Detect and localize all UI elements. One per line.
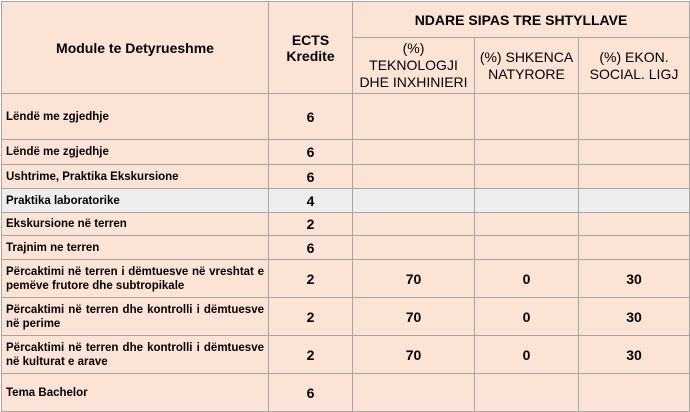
modules-table	[1, 1, 690, 412]
ects-value: 2	[269, 213, 353, 236]
natural-value: 0	[475, 260, 579, 298]
ects-value: 4	[269, 189, 353, 213]
econ-value: 30	[579, 260, 690, 298]
module-column-header: Module te Detyrueshme	[2, 2, 269, 94]
table-row	[2, 213, 690, 236]
natural-value	[475, 213, 579, 236]
natural-value	[475, 94, 579, 140]
ects-header-line2: Kredite	[286, 47, 335, 64]
module-name: Praktika laboratorike	[2, 189, 269, 213]
tech-value	[353, 213, 475, 236]
tech-value: 70	[353, 298, 475, 336]
table-row	[2, 236, 690, 260]
econ-value: 30	[579, 298, 690, 336]
econ-value: 30	[579, 336, 690, 374]
econ-column-header: (%) EKON. SOCIAL. LIGJ	[579, 38, 690, 94]
econ-value	[579, 140, 690, 165]
ects-value: 6	[269, 140, 353, 165]
natural-value	[475, 140, 579, 165]
ects-value: 2	[269, 298, 353, 336]
module-name: Lëndë me zgjedhje	[2, 140, 269, 165]
econ-value	[579, 236, 690, 260]
natural-value	[475, 165, 579, 189]
table-row	[2, 140, 690, 165]
ects-value: 6	[269, 165, 353, 189]
tech-value	[353, 165, 475, 189]
table-row	[2, 260, 690, 298]
ects-column-header	[269, 2, 353, 94]
econ-value	[579, 213, 690, 236]
tech-value: 70	[353, 260, 475, 298]
econ-value	[579, 374, 690, 412]
module-name: Ushtrime, Praktika Ekskursione	[2, 165, 269, 189]
module-name: Përcaktimi në terren i dëmtuesve në vreshtat e pemëve frutore dhe subtropikale	[2, 260, 269, 298]
tech-value	[353, 94, 475, 140]
ects-header-line1: ECTS	[291, 31, 330, 48]
tech-value	[353, 189, 475, 213]
natural-value: 0	[475, 298, 579, 336]
module-name: Tema Bachelor	[2, 374, 269, 412]
natural-value	[475, 374, 579, 412]
tech-value	[353, 140, 475, 165]
econ-value	[579, 189, 690, 213]
module-name: Përcaktimi në terren dhe kontrolli i dëmtuesve në kulturat e arave	[2, 336, 269, 374]
ects-value: 6	[269, 374, 353, 412]
natural-value	[475, 236, 579, 260]
module-name: Ekskursione në terren	[2, 213, 269, 236]
ects-value: 2	[269, 260, 353, 298]
module-name: Trajnim ne terren	[2, 236, 269, 260]
module-name: Lëndë me zgjedhje	[2, 94, 269, 140]
tech-value: 70	[353, 336, 475, 374]
tech-column-header: (%) TEKNOLOGJI DHE INXHINIERI	[353, 38, 475, 94]
table-row	[2, 189, 690, 213]
natural-column-header: (%) SHKENCA NATYRORE	[475, 38, 579, 94]
ects-value: 2	[269, 336, 353, 374]
table-row	[2, 298, 690, 336]
table-row	[2, 336, 690, 374]
tech-value	[353, 236, 475, 260]
table-row	[2, 94, 690, 140]
natural-value: 0	[475, 336, 579, 374]
natural-value	[475, 189, 579, 213]
group-header: NDARE SIPAS TRE SHTYLLAVE	[353, 2, 690, 38]
ects-value: 6	[269, 236, 353, 260]
ects-value: 6	[269, 94, 353, 140]
module-name: Përcaktimi në terren dhe kontrolli i dëmtuesve në perime	[2, 298, 269, 336]
table-row	[2, 374, 690, 412]
table-row	[2, 165, 690, 189]
tech-value	[353, 374, 475, 412]
econ-value	[579, 165, 690, 189]
econ-value	[579, 94, 690, 140]
